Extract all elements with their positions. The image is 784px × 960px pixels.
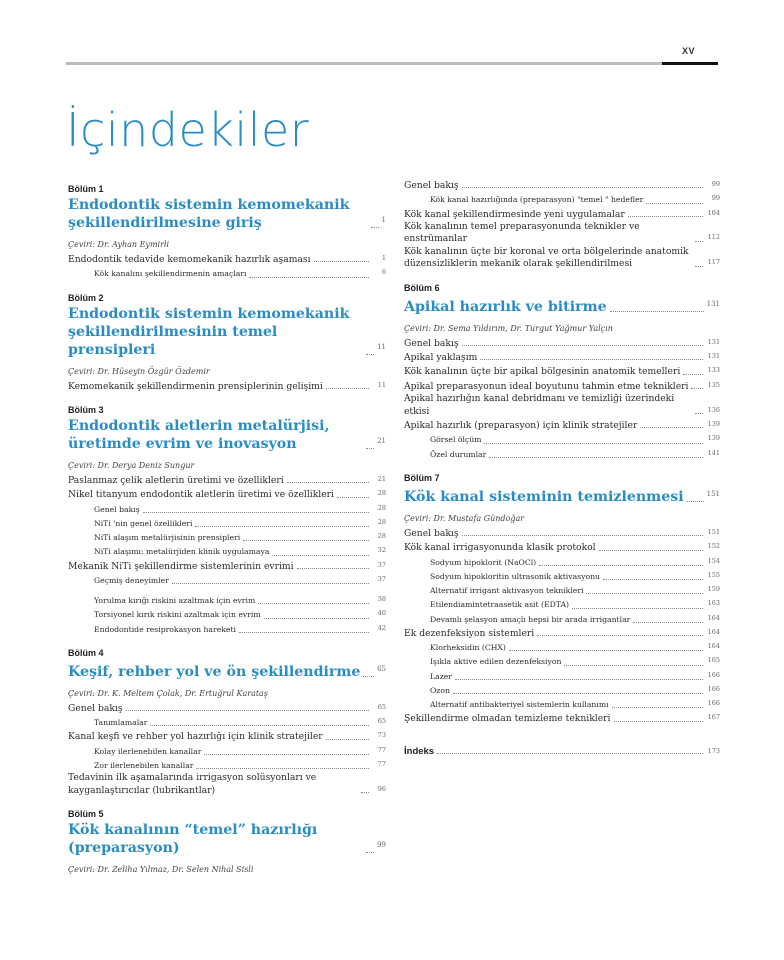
entry-text: Apikal hazırlık (preparasyon) için klinik stratejiler xyxy=(404,420,638,432)
entry-page: 32 xyxy=(377,546,386,555)
chapter-page: 131 xyxy=(706,299,720,308)
entry-page: 96 xyxy=(377,784,386,793)
entry-page: 166 xyxy=(707,698,720,707)
toc-subentry[interactable] xyxy=(68,544,386,558)
toc-entry[interactable] xyxy=(404,626,720,640)
dot-leader xyxy=(614,721,704,722)
entry-text: Tanımlamalar xyxy=(94,718,148,728)
entry-page: 165 xyxy=(707,656,720,665)
toc-subentry[interactable] xyxy=(68,744,386,758)
chapter-title-link[interactable] xyxy=(68,305,386,359)
chapter-label: Bölüm 3 xyxy=(68,405,104,416)
page-number: XV xyxy=(681,46,695,56)
entry-page: 141 xyxy=(707,448,720,457)
entry-page: 77 xyxy=(377,745,386,754)
dot-leader xyxy=(633,622,703,623)
entry-text: Kök kanalının üçte bir apikal bölgesinin anatomik temelleri xyxy=(404,366,681,378)
chapter-page: 99 xyxy=(377,841,386,850)
toc-entry[interactable] xyxy=(68,487,386,501)
translator: Çeviri: Dr. Sema Yıldırım, Dr. Turgut Yağmur Yalçın xyxy=(404,323,613,333)
dot-leader xyxy=(691,388,703,389)
toc-entry[interactable] xyxy=(404,350,720,364)
dot-leader xyxy=(196,768,369,769)
entry-text: Geçmiş deneyimler xyxy=(94,576,169,586)
chapter-title: Keşif, rehber yol ve ön şekillendirme xyxy=(68,663,361,680)
chapter-title: Endodontik aletlerin metalürjisi, üretimde evrim ve inovasyon xyxy=(68,418,330,453)
dot-leader xyxy=(480,359,703,360)
entry-text: Apikal hazırlığın kanal debridmanı ve temizliği üzerindeki etkisi xyxy=(404,393,675,417)
entry-page: 6 xyxy=(381,268,386,277)
entry-text: Alternatif antibakteriyel sistemlerin kullanımı xyxy=(430,699,609,709)
entry-page: 164 xyxy=(707,627,720,636)
toc-entry[interactable] xyxy=(404,246,720,271)
dot-leader xyxy=(371,227,379,228)
entry-page: 28 xyxy=(377,518,386,527)
entry-text: NiTi alaşım metalürjisinin prensipleri xyxy=(94,533,241,543)
dot-leader xyxy=(143,512,369,513)
toc-subentry[interactable] xyxy=(404,569,720,583)
dot-leader xyxy=(509,650,703,651)
translator: Çeviri: Dr. Derya Deniz Sungur xyxy=(68,461,195,471)
dot-leader xyxy=(687,501,704,502)
entry-page: 99 xyxy=(711,180,720,188)
dot-leader xyxy=(337,497,369,498)
toc-entry[interactable] xyxy=(404,418,720,432)
toc-left-column xyxy=(68,178,386,877)
entry-text: NiTi 'nin genel özellikleri xyxy=(94,519,193,529)
entry-page: 28 xyxy=(377,532,386,541)
toc-entry[interactable] xyxy=(68,772,386,797)
entry-text: Tedavinin ilk aşamalarında irrigasyon solüsyonları ve kayganlaştırıcılar (lubrikantlar) xyxy=(68,772,317,796)
dot-leader xyxy=(564,665,703,666)
toc-subentry[interactable] xyxy=(404,654,720,668)
toc-entry[interactable] xyxy=(404,336,720,350)
entry-text: Devamlı şelasyon amaçlı hepsi bir arada irrigantlar xyxy=(430,614,631,624)
toc-entry[interactable] xyxy=(404,221,720,246)
chapter-title-link[interactable] xyxy=(68,660,386,681)
entry-page: 164 xyxy=(707,613,720,622)
entry-text: Kök kanalının üçte bir koronal ve orta bölgelerinde anatomik düzensizliklerin mekanik olarak şekillendirilmesi xyxy=(404,245,689,270)
dot-leader xyxy=(610,311,704,312)
dot-leader xyxy=(172,583,369,584)
toc-subentry[interactable] xyxy=(404,432,720,446)
dot-leader xyxy=(539,565,703,566)
toc-entry[interactable] xyxy=(68,473,386,487)
dot-leader xyxy=(612,707,703,708)
toc-entry[interactable] xyxy=(404,178,720,192)
entry-text: Mekanik NiTi şekillendirme sistemlerinin evrimi xyxy=(68,560,294,572)
toc-subentry[interactable] xyxy=(68,516,386,530)
entry-page: 21 xyxy=(377,475,386,484)
translator: Çeviri: Dr. Mustafa Gündoğar xyxy=(404,513,525,523)
entry-page: 1 xyxy=(381,254,386,262)
chapter-title-link[interactable] xyxy=(404,485,720,506)
dot-leader xyxy=(462,535,703,536)
entry-page: 42 xyxy=(377,623,386,632)
toc-right-column xyxy=(404,178,720,757)
entry-page: 131 xyxy=(707,352,720,361)
toc-entry[interactable] xyxy=(404,540,720,554)
dot-leader xyxy=(326,388,369,389)
entry-page: 28 xyxy=(377,489,386,498)
entry-text: Kök kanalını şekillendirmenin amaçları xyxy=(94,269,247,279)
chapter-label: Bölüm 2 xyxy=(68,292,104,303)
chapter-title: Apikal hazırlık ve bitirme xyxy=(404,298,607,315)
chapter-page: 65 xyxy=(377,664,386,673)
toc-entry[interactable] xyxy=(68,729,386,743)
entry-text: Ozon xyxy=(430,685,450,695)
chapter-title-link[interactable] xyxy=(404,295,720,316)
entry-page: 11 xyxy=(377,380,386,389)
entry-text: Kemomekanik şekillendirmenin prensiplerinin gelişimi xyxy=(68,380,323,392)
toc-subentry[interactable] xyxy=(68,758,386,772)
entry-page: 164 xyxy=(707,642,720,651)
entry-text: Kök kanal irrigasyonunda klasik protokol xyxy=(404,542,596,554)
toc-entry[interactable] xyxy=(404,393,720,418)
index-label: İndeks xyxy=(404,745,435,757)
chapter-page: 1 xyxy=(381,216,386,224)
toc-subentry[interactable] xyxy=(68,502,386,516)
entry-text: Genel bakış xyxy=(68,702,123,714)
entry-text: Genel bakış xyxy=(94,504,140,514)
entry-page: 40 xyxy=(377,609,386,618)
chapter-title: Kök kanal sisteminin temizlenmesi xyxy=(404,488,684,505)
dot-leader xyxy=(239,632,369,633)
dot-leader xyxy=(628,216,703,217)
entry-text: Genel bakış xyxy=(404,180,459,191)
dot-leader xyxy=(462,345,703,346)
dot-leader xyxy=(603,579,703,580)
chapter-label: Bölüm 4 xyxy=(68,647,104,658)
toc-subentry[interactable] xyxy=(404,555,720,569)
dot-leader xyxy=(314,261,369,262)
toc-entry[interactable] xyxy=(404,207,720,221)
toc-entry[interactable] xyxy=(404,711,720,725)
entry-text: Sodyum hipoklorit (NaOCl) xyxy=(430,557,537,567)
entry-text: Ek dezenfeksiyon sistemleri xyxy=(404,627,535,639)
entry-page: 136 xyxy=(707,405,720,414)
entry-text: Genel bakış xyxy=(404,527,459,539)
dot-leader xyxy=(258,603,369,604)
entry-text: Zor ilerlenebilen kanallar xyxy=(94,761,194,771)
entry-page: 131 xyxy=(707,337,720,346)
dot-leader xyxy=(453,693,703,694)
entry-text: Sodyum hipokloritin ultrasonik aktivasyonu xyxy=(430,571,600,581)
toc-subentry[interactable] xyxy=(404,669,720,683)
dot-leader xyxy=(695,413,703,414)
chapter-title: Endodontik sistemin kemomekanik şekillendirilmesinin temel prensipleri xyxy=(68,305,350,358)
toc-entry[interactable] xyxy=(404,364,720,378)
entry-text: Klorheksidin (CHX) xyxy=(430,643,506,653)
entry-page: 154 xyxy=(707,556,720,565)
dot-leader xyxy=(366,448,374,449)
dot-leader xyxy=(272,555,369,556)
entry-page: 77 xyxy=(377,760,386,769)
dot-leader xyxy=(326,739,369,740)
toc-subentry[interactable] xyxy=(68,573,386,587)
entry-text: Endodontide resiprokasyon hareketi xyxy=(94,624,236,634)
index-link[interactable] xyxy=(404,746,720,757)
dot-leader xyxy=(640,427,703,428)
chapter-title-link[interactable] xyxy=(68,417,386,453)
header-rule-gray xyxy=(66,62,662,65)
dot-leader xyxy=(695,241,703,242)
entry-page: 133 xyxy=(707,366,720,375)
dot-leader xyxy=(537,635,703,636)
entry-page: 73 xyxy=(377,731,386,740)
chapter-page: 151 xyxy=(706,489,720,498)
dot-leader xyxy=(366,354,374,355)
toc-subentry[interactable] xyxy=(404,697,720,711)
entry-page: 65 xyxy=(377,702,386,711)
translator: Çeviri: Dr. K. Meltem Çolak, Dr. Ertuğrul Karataş xyxy=(68,688,268,698)
dot-leader xyxy=(366,852,374,853)
dot-leader xyxy=(363,676,374,677)
chapter-label: Bölüm 1 xyxy=(68,184,104,194)
chapter-title-link[interactable] xyxy=(68,196,386,232)
toc-entry[interactable] xyxy=(68,252,386,266)
entry-page: 28 xyxy=(377,503,386,512)
entry-page: 104 xyxy=(707,208,720,217)
entry-page: 166 xyxy=(707,684,720,693)
toc-subentry[interactable] xyxy=(404,583,720,597)
index-page: 173 xyxy=(707,746,720,755)
translator: Çeviri: Dr. Ayhan Eymirli xyxy=(68,240,170,249)
entry-page: 139 xyxy=(707,420,720,429)
toc-entry[interactable] xyxy=(404,379,720,393)
toc-subentry[interactable] xyxy=(404,447,720,461)
dot-leader xyxy=(150,725,369,726)
entry-text: Görsel ölçüm xyxy=(430,435,482,445)
toc-subentry[interactable] xyxy=(68,622,386,636)
dot-leader xyxy=(572,608,703,609)
toc-subentry[interactable] xyxy=(404,597,720,611)
entry-text: Kök kanal şekillendirmesinde yeni uygulamalar xyxy=(404,208,625,220)
dot-leader xyxy=(462,187,703,188)
dot-leader xyxy=(646,203,703,204)
entry-text: Genel bakış xyxy=(404,337,459,349)
translator: Çeviri: Dr. Zeliha Yılmaz, Dr. Selen Nihal Sisli xyxy=(68,865,254,875)
dot-leader xyxy=(249,277,369,278)
entry-text: Torsiyonel kırık riskini azaltmak için evrim xyxy=(94,610,261,620)
toc-subentry[interactable] xyxy=(68,266,386,280)
entry-text: Şekillendirme olmadan temizleme teknikleri xyxy=(404,713,611,725)
toc-subentry[interactable] xyxy=(68,607,386,621)
toc-entry[interactable] xyxy=(68,701,386,715)
dot-leader xyxy=(437,753,703,754)
header-rule-black xyxy=(662,62,718,65)
dot-leader xyxy=(695,266,703,267)
entry-text: Alternatif irrigant aktivasyon teknikleri xyxy=(430,586,584,596)
toc-subentry[interactable] xyxy=(68,530,386,544)
dot-leader xyxy=(264,618,369,619)
toc-subentry[interactable] xyxy=(68,715,386,729)
entry-text: Kök kanalının temel preparasyonunda teknikler ve enstrümanlar xyxy=(404,221,640,245)
entry-text: Endodontik tedavide kemomekanik hazırlık aşaması xyxy=(68,254,311,265)
chapter-label: Bölüm 6 xyxy=(404,282,440,293)
entry-page: 37 xyxy=(377,575,386,584)
toc-subentry[interactable] xyxy=(404,640,720,654)
toc-subentry[interactable] xyxy=(404,683,720,697)
chapter-title: Endodontik sistemin kemomekanik şekillendirilmesine giriş xyxy=(68,197,350,231)
entry-text: Etilendiamintetraasetik asit (EDTA) xyxy=(430,600,570,610)
dot-leader xyxy=(126,710,369,711)
entry-text: Kolay ilerlenebilen kanallar xyxy=(94,746,202,756)
entry-text: Kök kanal hazırlığında (preparasyon) "temel " hedefler xyxy=(430,195,644,205)
toc-entry[interactable] xyxy=(68,559,386,573)
entry-page: 65 xyxy=(377,717,386,726)
dot-leader xyxy=(489,457,703,458)
entry-page: 117 xyxy=(707,258,720,267)
dot-leader xyxy=(195,526,369,527)
entry-text: Paslanmaz çelik aletlerin üretimi ve özellikleri xyxy=(68,475,284,487)
entry-page: 112 xyxy=(707,233,720,242)
entry-text: NiTi alaşımı: metalürjiden klinik uygulamaya xyxy=(94,547,270,557)
entry-page: 139 xyxy=(707,434,720,443)
dot-leader xyxy=(455,679,703,680)
translator: Çeviri: Dr. Hüseyin Özgür Özdemir xyxy=(68,366,210,376)
dot-leader xyxy=(361,792,369,793)
toc-subentry[interactable] xyxy=(404,192,720,206)
entry-text: Özel durumlar xyxy=(430,449,487,459)
dot-leader xyxy=(204,754,369,755)
entry-text: Nikel titanyum endodontik aletlerin üretimi ve özellikleri xyxy=(68,489,334,501)
entry-text: Lazer xyxy=(430,671,452,681)
dot-leader xyxy=(683,374,703,375)
entry-page: 38 xyxy=(377,595,386,604)
chapter-page: 11 xyxy=(377,342,386,351)
entry-page: 99 xyxy=(711,194,720,203)
entry-page: 163 xyxy=(707,599,720,608)
dot-leader xyxy=(297,568,369,569)
entry-text: Işıkla aktive edilen dezenfeksiyon xyxy=(430,657,562,667)
dot-leader xyxy=(586,593,703,594)
toc-entry[interactable] xyxy=(404,526,720,540)
entry-page: 135 xyxy=(707,380,720,389)
entry-page: 37 xyxy=(377,560,386,569)
entry-text: Apikal preparasyonun ideal boyutunu tahmin etme teknikleri xyxy=(404,380,689,392)
entry-page: 166 xyxy=(707,670,720,679)
dot-leader xyxy=(599,550,703,551)
entry-page: 152 xyxy=(707,542,720,551)
toc-subentry[interactable] xyxy=(68,593,386,607)
chapter-page: 21 xyxy=(377,437,386,446)
entry-page: 167 xyxy=(707,713,720,722)
entry-page: 159 xyxy=(707,585,720,594)
dot-leader xyxy=(243,540,369,541)
chapter-title: Kök kanalının “temel” hazırlığı (preparasyon) xyxy=(68,822,318,857)
toc-entry[interactable] xyxy=(68,379,386,393)
chapter-label: Bölüm 5 xyxy=(68,809,104,820)
chapter-title-link[interactable] xyxy=(68,821,386,857)
entry-text: Kanal keşfi ve rehber yol hazırlığı için klinik stratejiler xyxy=(68,731,323,743)
entry-page: 151 xyxy=(707,527,720,536)
chapter-label: Bölüm 7 xyxy=(404,472,440,483)
entry-page: 155 xyxy=(707,570,720,579)
entry-text: Yorulma kırığı riskini azaltmak için evrim xyxy=(94,596,256,606)
toc-subentry[interactable] xyxy=(404,612,720,626)
dot-leader xyxy=(484,443,703,444)
page-title: İçindekiler xyxy=(66,103,310,157)
entry-text: Apikal yaklaşım xyxy=(404,352,478,364)
dot-leader xyxy=(287,482,369,483)
